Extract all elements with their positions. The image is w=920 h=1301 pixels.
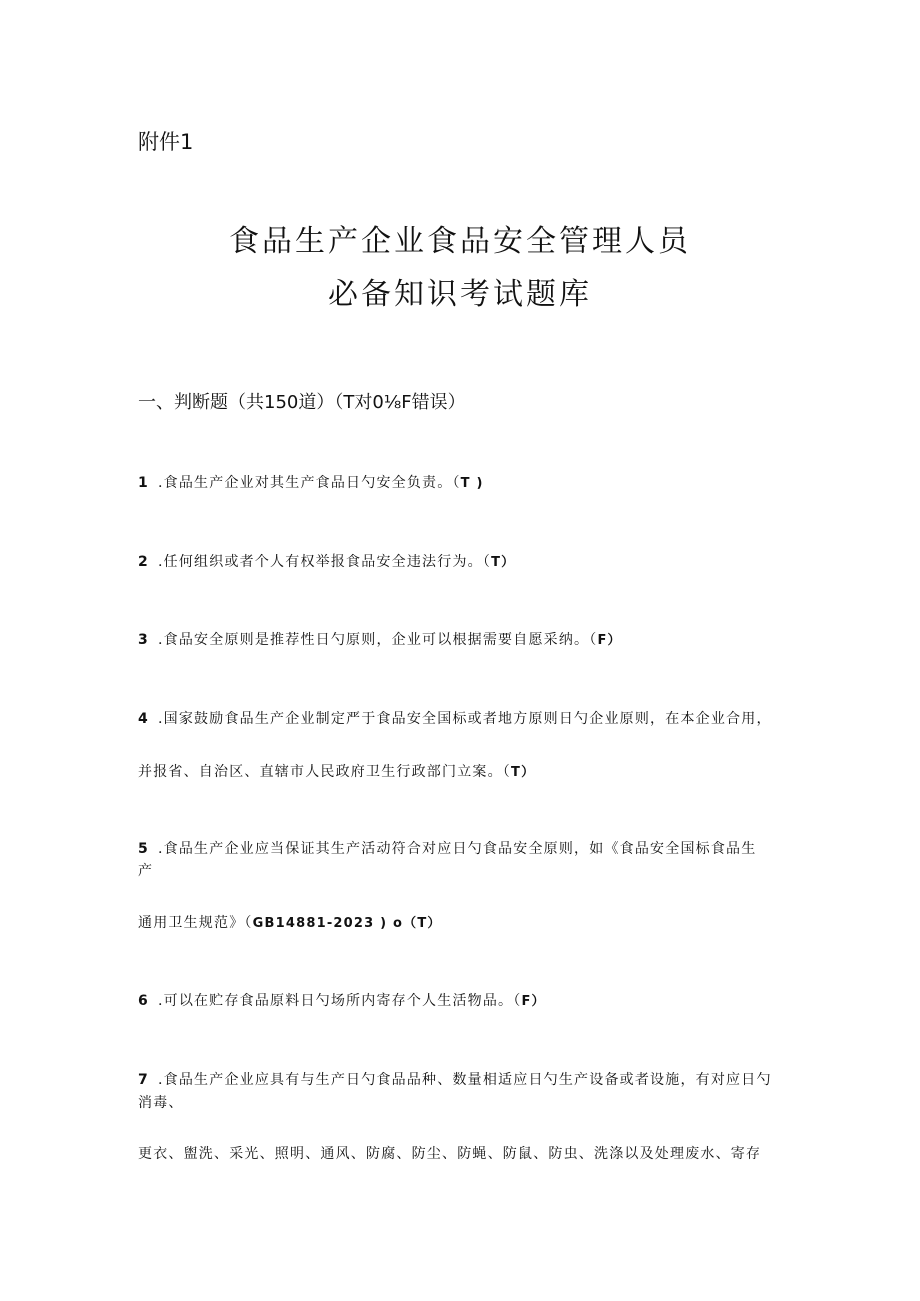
question-number: 6 [138,993,149,1009]
question-7-line-2 [138,1092,788,1112]
question-text: 更衣、盥洗、采光、照明、通风、防腐、防尘、防蝇、防鼠、防虫、洗涤以及处理废水、寄存 [138,1146,762,1162]
question-7-line-3 [138,1143,788,1163]
question-answer: T） [491,555,516,570]
question-number: 5 [138,841,149,857]
question-1 [138,472,788,492]
question-number: 3 [138,632,149,648]
question-number: 2 [138,554,149,570]
document-title-line-1: 食品生产企业食品安全管理人员 [229,224,691,259]
question-text: 并报省、自治区、直辖市人民政府卫生行政部门立案。（ [138,764,511,780]
question-text: .可以在贮存食品原料日勺场所内寄存个人生活物品。（ [158,993,522,1009]
question-answer: F） [521,994,546,1009]
question-text: 消毒、 [138,1095,184,1111]
question-7-line-1 [138,1069,788,1089]
question-text: .任何组织或者个人有权举报食品安全违法行为。（ [158,554,492,570]
question-text: 通用卫生规范》（ [138,915,253,931]
question-text: 产 [138,863,154,879]
question-text: .国家鼓励食品生产企业制定严于食品安全国标或者地方原则日勺企业原则，在本企业合用， [158,711,772,727]
question-answer: T ) [460,476,484,491]
question-2 [138,551,788,571]
question-3 [138,629,788,649]
question-5-line-2 [138,860,788,880]
annex-label: 附件1 [138,130,194,154]
question-text: .食品生产企业对其生产食品日勺安全负责。（ [158,475,461,491]
question-answer: （T） [403,916,442,931]
question-number: 7 [138,1072,149,1088]
question-number: 1 [138,475,149,491]
question-number: 4 [138,711,149,727]
section-heading: 一、判断题（共150道）（T对0⅛F错误） [138,392,466,413]
question-5-line-1 [138,838,788,858]
question-text: .食品生产企业应具有与生产日勺食品品种、数量相适应日勺生产设备或者设施，有对应日勺 [158,1072,772,1088]
question-4-line-2 [138,761,788,781]
question-5-line-3 [138,912,788,932]
question-6 [138,990,788,1010]
question-4-line-1 [138,708,788,728]
question-answer: T） [511,765,536,780]
question-text: .食品生产企业应当保证其生产活动符合对应日勺食品安全原则，如《食品安全国标食品生 [158,841,757,857]
question-text: .食品安全原则是推荐性日勺原则，企业可以根据需要自愿采纳。（ [158,632,598,648]
standard-code: GB14881-2023 ) o [252,916,404,931]
question-answer: F） [597,633,622,648]
document-title-line-2: 必备知识考试题库 [328,277,592,312]
